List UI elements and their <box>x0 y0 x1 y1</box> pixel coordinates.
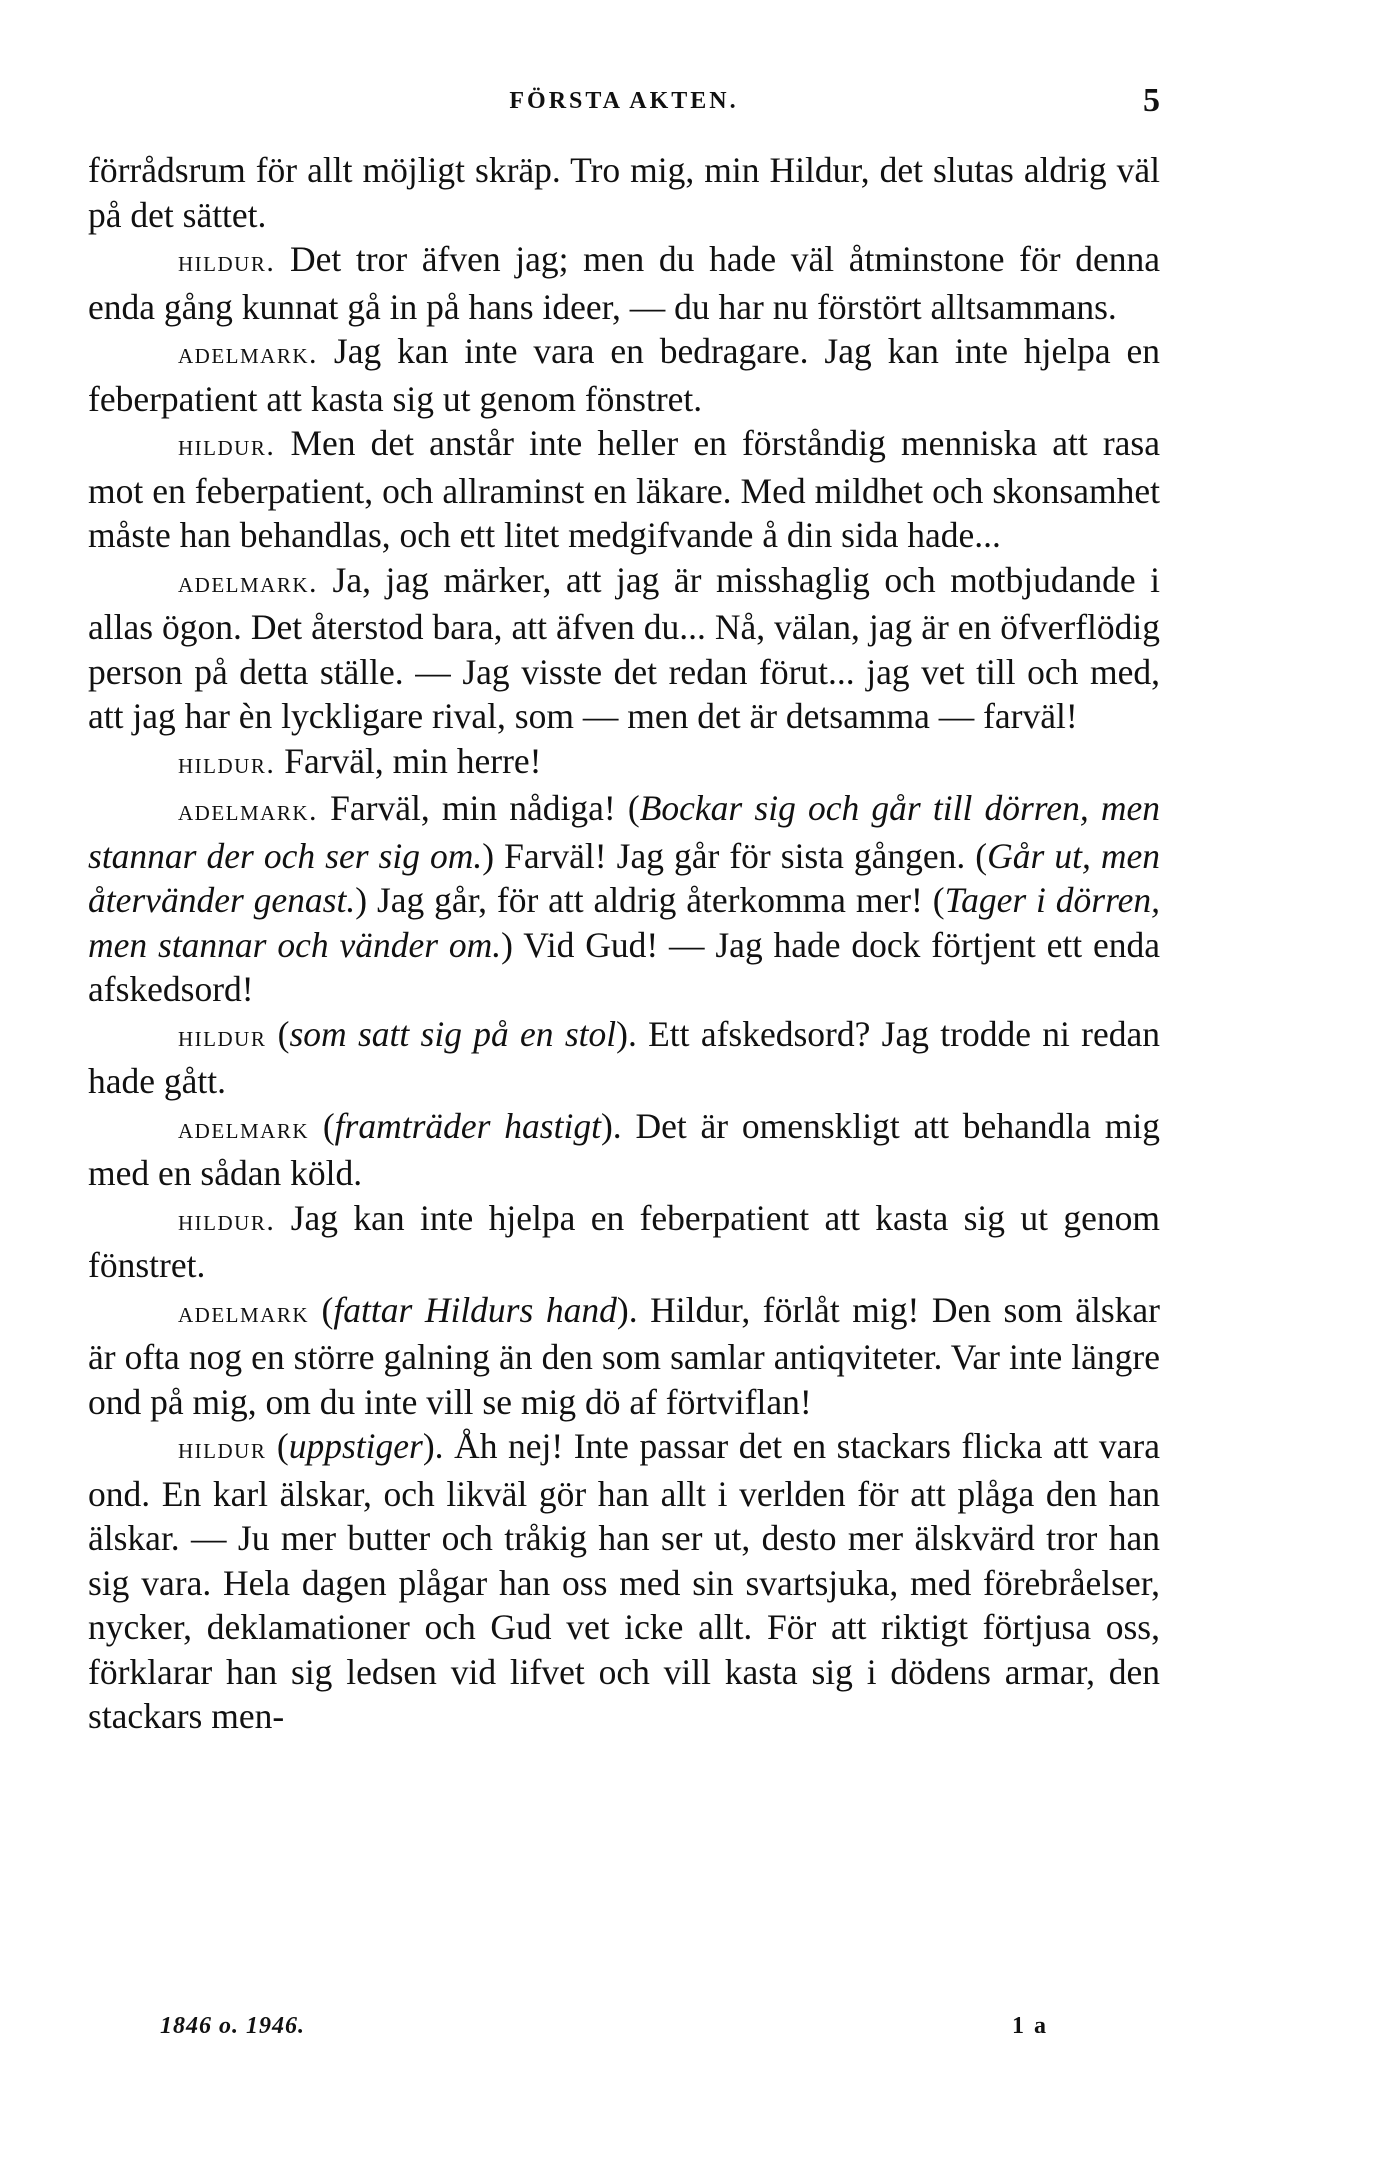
paragraph <box>88 1288 1160 1425</box>
dialogue-text: ( <box>309 1289 334 1330</box>
page-footer <box>160 2013 1160 2049</box>
speaker-name: adelmark. <box>178 337 318 370</box>
page-number: 5 <box>1143 82 1160 119</box>
dialogue-text: förrådsrum för allt möjligt skräp. Tro mig, min Hildur, det slutas aldrig väl på det sättet. <box>88 150 1160 235</box>
stage-direction: Bockar sig och går till dörren, men stannar der och ser sig om. <box>88 788 1160 876</box>
paragraph <box>88 148 1160 237</box>
dialogue-text: ) Jag går, för att aldrig återkomma mer! ( <box>355 880 945 920</box>
speaker-name: hildur. <box>178 1203 276 1237</box>
dialogue-text: ). Det är omenskligt att behandla mig med en sådan köld. <box>88 1105 1160 1193</box>
dialogue-text: ( <box>309 1105 335 1146</box>
speaker-name: hildur. <box>178 429 276 462</box>
dialogue-text: Ja, jag märker, att jag är misshaglig och motbjudande i allas ögon. Det återstod bara, att äfven du... Nå, välan, jag är en öfverflödig person på detta ställe. — Jag visste det redan förut... jag vet till och med, att jag har èn lyckligare rival, som — men det är detsamma — farväl! <box>88 559 1160 736</box>
paragraph <box>88 558 1160 739</box>
dialogue-text: Farväl, min herre! <box>275 740 542 781</box>
dialogue-text: ). Hildur, förlåt mig! Den som älskar är ofta nog en större galning än den som samlar antiqviteter. Var inte längre ond på mig, om du inte vill se mig dö af förtviflan! <box>88 1289 1160 1422</box>
dialogue-text: Jag kan inte hjelpa en feberpatient att kasta sig ut genom fönstret. <box>88 1197 1160 1285</box>
dialogue-text: ). Åh nej! Inte passar det en stackars flicka att vara ond. En karl älskar, och likväl gör han allt i verlden för att plåga den han älskar. — Ju mer butter och tråkig han ser ut, desto mer älskvärd tror han sig vara. Hela dagen plågar han oss med sin svartsjuka, med förebråelser, nycker, deklamationer och Gud vet icke allt. För att riktigt förtjusa oss, förklarar han sig ledsen vid lifvet och vill kasta sig i dödens armar, den stackars men- <box>88 1426 1160 1736</box>
speaker-name: hildur. <box>178 245 276 278</box>
dialogue-text: Det tror äfven jag; men du hade väl åtminstone för denna enda gång kunnat gå in på hans ideer, — du har nu förstört alltsammans. <box>88 239 1160 327</box>
footer-signature-left: 1846 o. 1946. <box>160 2013 305 2039</box>
dialogue-text: ( <box>266 1013 290 1054</box>
paragraph <box>88 1104 1160 1196</box>
paragraph <box>88 1424 1160 1739</box>
paragraph <box>88 237 1160 329</box>
running-header <box>88 82 1160 122</box>
dialogue-text: Men det anstår inte heller en förståndig menniska att rasa mot en feberpatient, och allraminst en läkare. Med mildhet och skonsamhet måste han behandlas, och ett litet medgifvande å din sida hade... <box>88 423 1160 555</box>
dialogue-text: Jag kan inte vara en bedragare. Jag kan inte hjelpa en feberpatient att kasta sig ut genom fönstret. <box>88 331 1160 419</box>
stage-direction: som satt sig på en stol <box>289 1013 617 1054</box>
body-text <box>88 148 1160 1739</box>
dialogue-text: ( <box>266 1426 289 1466</box>
dialogue-text: ) Vid Gud! — Jag hade dock förtjent ett enda afskedsord! <box>88 924 1160 1009</box>
paragraph <box>88 329 1160 421</box>
stage-direction: Går ut, men återvänder genast. <box>88 835 1161 920</box>
speaker-name: hildur. <box>178 746 276 780</box>
paragraph <box>88 421 1160 558</box>
speaker-name: hildur <box>178 1019 267 1053</box>
paragraph <box>88 1196 1160 1288</box>
dialogue-text: ). Ett afskedsord? Jag trodde ni redan hade gått. <box>88 1013 1160 1101</box>
paragraph <box>88 739 1160 787</box>
speaker-name: adelmark <box>178 1295 309 1329</box>
stage-direction: fattar Hildurs hand <box>333 1289 617 1330</box>
speaker-name: adelmark. <box>178 794 318 827</box>
stage-direction: framträder hastigt <box>334 1105 601 1146</box>
paragraph <box>88 786 1160 1012</box>
speaker-name: adelmark <box>178 1111 309 1145</box>
stage-direction: Tager i dörren, men stannar och vänder om. <box>88 880 1160 965</box>
speaker-name: hildur <box>178 1432 267 1465</box>
dialogue-text: Farväl, min nådiga! ( <box>318 788 640 828</box>
stage-direction: uppstiger <box>288 1426 423 1466</box>
paragraph <box>88 1012 1160 1104</box>
dialogue-text: ) Farväl! Jag går för sista gången. ( <box>482 835 988 876</box>
footer-signature-right: 1 a <box>1012 2013 1048 2039</box>
speaker-name: adelmark. <box>178 565 318 599</box>
header-title: FÖRSTA AKTEN. <box>509 88 739 114</box>
